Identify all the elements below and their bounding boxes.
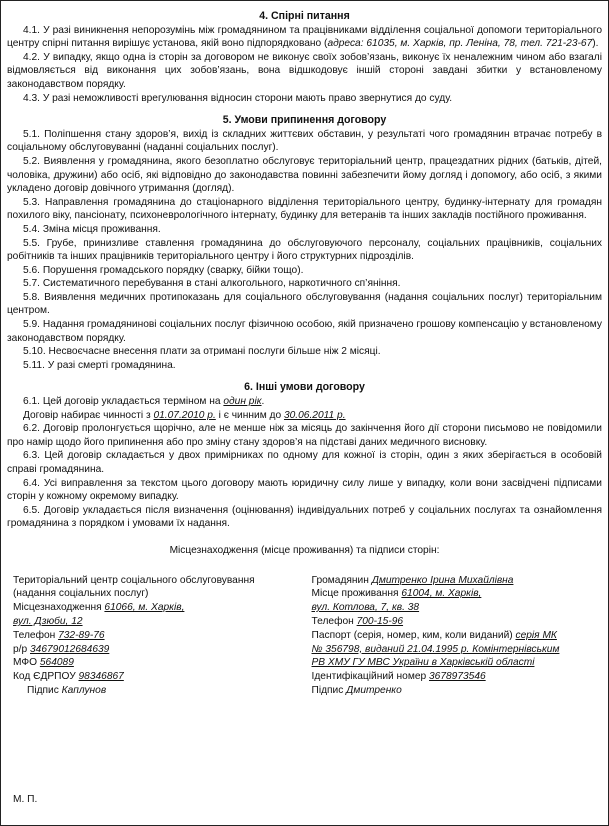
provider-account-value: 34679012684639 — [30, 643, 110, 655]
clause-6-3: 6.3. Цей договір складається у двох примірниках по одному для кожної із сторін, один з яких зберігається в особовій справі громадянина. — [7, 450, 602, 475]
citizen-passport — [312, 629, 603, 643]
provider-mfo-label: МФО — [13, 657, 40, 669]
clause-5-1: 5.1. Поліпшення стану здоров’я, вихід із складних життєвих обставин, у результаті чого громадянин втрачає потребу в соціальному обслуговуванні (наданні соціальних послуг). — [7, 128, 602, 154]
clause-6-5: 6.5. Договір укладається після визначення (оцінювання) індивідуальних потреб у соціальних послугах та ознайомлення громадянина з порядком і умовами їх надання. — [7, 504, 602, 530]
provider-mfo-value: 564089 — [39, 657, 74, 669]
provider-edrpou-label: Код ЄДРПОУ — [13, 671, 79, 683]
section-4-title: 4. Спірні питання — [259, 10, 350, 22]
valid-to-date: 30.06.2011 р. — [283, 409, 346, 421]
clause-5-9: 5.9. Надання громадянинові соціальних послуг фізичною особою, якій призначено грошову компенсацію у встановленому законодавством порядку. — [7, 319, 602, 344]
clause-5-10: 5.10. Несвоєчасне внесення плати за отримані послуги більше ніж 2 місяці. — [23, 346, 381, 358]
clause-6-1-text: 6.1. Цей договір укладається терміном на — [23, 396, 224, 408]
provider-street: вул. Дзюби, 12 — [13, 615, 83, 627]
clause-4-1-text: 4.1. У разі виникнення непорозумінь між громадянином та працівниками відділення соціальної допомоги територіального центру спірні питання вирішує установа, якій воно підпорядковано ( — [7, 24, 602, 50]
provider-phone-value: 732-89-76 — [58, 629, 105, 641]
citizen-tax-id-value: 3678973546 — [429, 671, 486, 683]
citizen-details — [304, 574, 603, 698]
citizen-name-value: Дмитренко Ірина Михайлівна — [371, 574, 514, 586]
validity-text-b: і є чинним до — [215, 409, 284, 421]
provider-signature-label: Підпис — [27, 684, 62, 696]
clause-5-2: 5.2. Виявлення у громадянина, якого безоплатно обслуговує територіальний центр, працездатних рідних (батьків, дітей, чоловіка, дружини) або осіб, які відповідно до законодавства повинні забезпечити йому догляд і допомогу, або осіб, з якими укладено договір довічного утримання (догляд). — [7, 155, 602, 195]
citizen-passport-number: № 356798, виданий 21.04.1995 р. Комінтернівським — [311, 643, 560, 655]
citizen-residence — [312, 587, 603, 601]
provider-org-subtitle: (надання соціальних послуг) — [13, 588, 149, 600]
provider-location-label: Місцезнаходження — [13, 602, 105, 614]
provider-account-label: р/р — [13, 643, 30, 655]
citizen-street: вул. Котлова, 7, кв. 38 — [311, 602, 420, 614]
clause-5-5: 5.5. Грубе, принизливе ставлення громадянина до обслуговуючого персоналу, соціальних працівників, соціальних робітників та інших працівників територіального центру і його структурних підрозділів. — [7, 237, 602, 263]
section-5-title: 5. Умови припинення договору — [222, 114, 387, 127]
clause-4-3: 4.3. У разі неможливості врегулювання відносин сторони мають право звернутися до суду. — [23, 92, 453, 104]
citizen-passport-series: серія МК — [515, 629, 557, 641]
valid-from-date: 01.07.2010 р. — [153, 409, 216, 421]
citizen-signature-label: Підпис — [311, 684, 347, 696]
signature-block — [7, 574, 602, 698]
provider-phone-label: Телефон — [13, 629, 59, 641]
section-disputes — [7, 10, 602, 105]
clause-5-4: 5.4. Зміна місця проживання. — [23, 223, 161, 235]
section-6-title: 6. Інші умови договору — [244, 381, 365, 394]
validity-text-a: Договір набирає чинності з — [23, 409, 154, 421]
clause-6-1-dot: . — [261, 396, 265, 408]
clause-5-7: 5.7. Систематичного перебування в стані алкогольного, наркотичного сп’яніння. — [23, 278, 401, 290]
citizen-signature-value: Дмитренко — [346, 684, 402, 696]
agency-address: адреса: 61035, м. Харків, пр. Леніна, 78, тел. 721-23-67 — [327, 38, 593, 50]
clause-4-1-end: ). — [592, 38, 599, 50]
provider-edrpou-value: 98346867 — [78, 671, 124, 683]
citizen-name-label: Громадянин — [311, 574, 372, 586]
citizen-passport-3 — [312, 656, 603, 670]
citizen-passport-issuer: РВ ХМУ ГУ МВС України в Харківській області — [311, 657, 535, 669]
clause-6-4: 6.4. Усі виправлення за текстом цього договору мають юридичну силу лише у випадку, коли вони засвідчені підписами сторін у кожному окремому випадку. — [7, 477, 602, 503]
section-other-terms — [7, 381, 602, 531]
contract-term: один рік — [223, 396, 262, 408]
citizen-residence-value: 61004, м. Харків, — [401, 588, 482, 600]
provider-signature-value: Каплунов — [61, 684, 107, 696]
section-termination — [7, 114, 602, 372]
citizen-tax-id — [312, 670, 603, 684]
citizen-passport-2 — [312, 643, 603, 657]
clause-5-6: 5.6. Порушення громадського порядку (сварку, бійки тощо). — [23, 264, 304, 276]
citizen-residence-2 — [312, 601, 603, 615]
seal-place: М. П. — [13, 794, 38, 806]
clause-5-3: 5.3. Направлення громадянина до стаціонарного відділення територіального центру, будинку-інтернату для громадян похилого віку, пансіонату, психоневрологічного інтернату, будинку для ветеранів та інших закладів постійного проживання. — [7, 196, 602, 222]
clause-4-1 — [7, 24, 602, 51]
clause-6-2: 6.2. Договір пролонгується щорічно, але не менше ніж за місяць до закінчення його дії сторони письмово не повідомили про намір щодо його припинення або про зміну стану здоров’я на підставі даних медичного висновку. — [7, 423, 602, 448]
citizen-tax-id-label: Ідентифікаційний номер — [311, 671, 429, 683]
provider-location-value: 61066, м. Харків, — [104, 602, 185, 614]
provider-account — [13, 643, 304, 657]
clause-6-1-validity — [7, 409, 602, 423]
citizen-name — [312, 574, 603, 588]
provider-details — [7, 574, 304, 698]
citizen-passport-label: Паспорт (серія, номер, ким, коли виданий) — [311, 629, 516, 641]
citizen-residence-label: Місце проживання — [311, 588, 402, 600]
clause-5-11: 5.11. У разі смерті громадянина. — [23, 359, 176, 371]
citizen-phone-label: Телефон — [311, 615, 357, 627]
clause-5-8: 5.8. Виявлення медичних протипоказань для соціального обслуговування (надання соціальних послуг) територіальним центром. — [7, 291, 602, 317]
provider-phone — [13, 629, 304, 643]
citizen-signature — [312, 684, 603, 698]
provider-edrpou — [13, 670, 304, 684]
provider-mfo — [13, 656, 304, 670]
clause-6-1 — [7, 395, 602, 409]
provider-org-name: Територіальний центр соціального обслуговування — [13, 574, 255, 586]
provider-location — [13, 601, 304, 615]
provider-location-2 — [13, 615, 304, 629]
clause-4-2: 4.2. У випадку, якщо одна із сторін за договором не виконує своїх зобов’язань, виконує їх неналежним чином або взагалі відмовляється від виконання цих зобов’язань, вона відшкодовує іншій стороні завдані збитки у встановленому законодавством порядку. — [7, 51, 602, 90]
signatures-title: Місцезнаходження (місце проживання) та підписи сторін: — [169, 544, 440, 556]
citizen-phone — [312, 615, 603, 629]
provider-signature — [13, 684, 304, 698]
citizen-phone-value: 700-15-96 — [356, 615, 404, 627]
